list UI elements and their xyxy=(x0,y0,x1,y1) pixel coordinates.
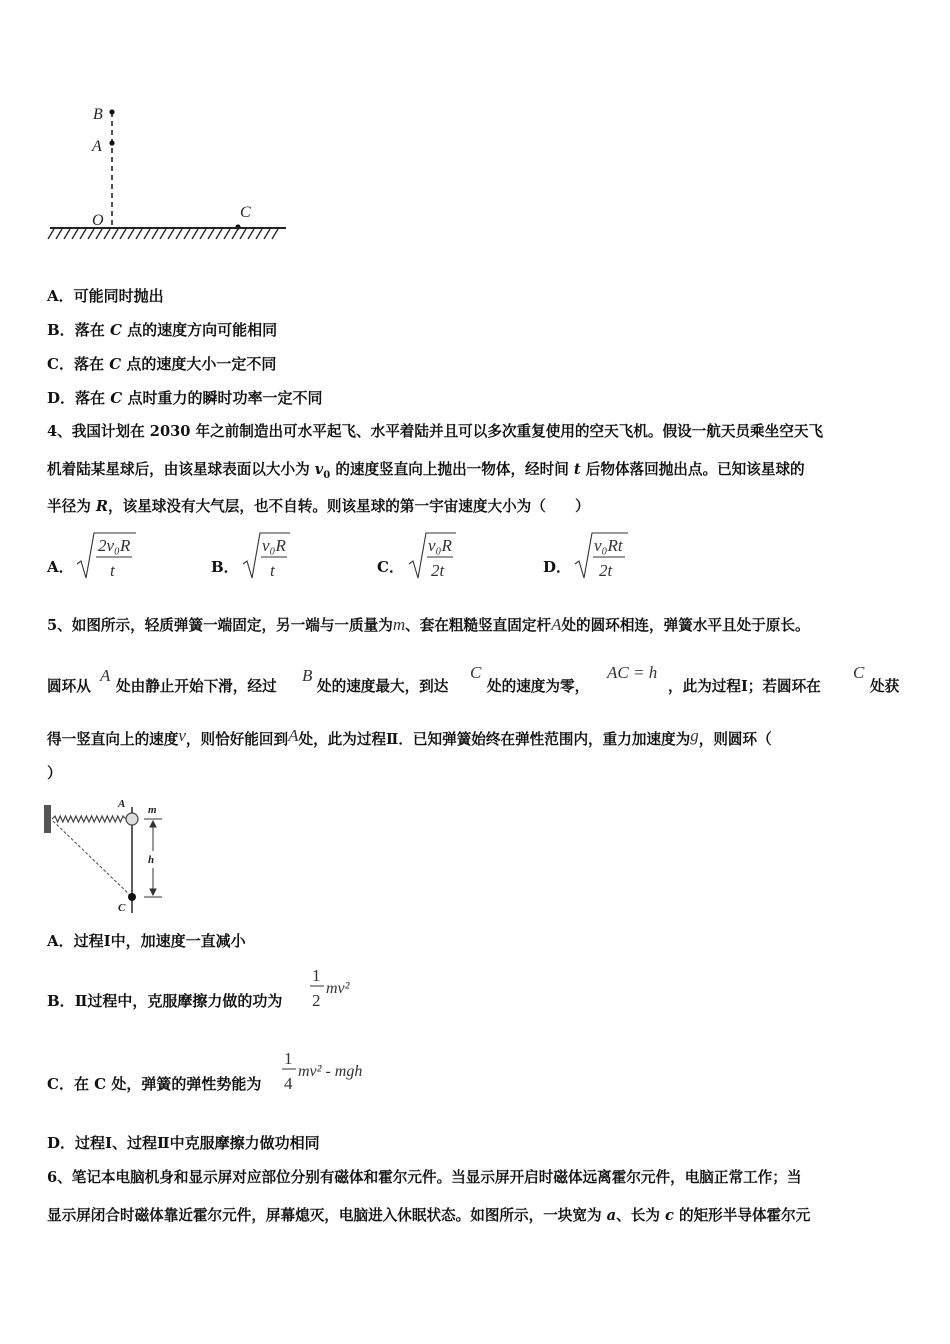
hatch-mark xyxy=(248,229,254,239)
option-letter: C． xyxy=(47,1075,74,1093)
numerator: 1 xyxy=(284,1049,293,1068)
variable-C: C xyxy=(109,355,122,373)
q4-option-c-letter: C． xyxy=(377,558,404,576)
denominator: t xyxy=(110,561,115,580)
option-text: 点的速度大小一定不同 xyxy=(126,355,277,373)
variable-A: A xyxy=(551,615,562,634)
variable-a: a xyxy=(606,1207,617,1224)
hatch-mark xyxy=(232,229,238,239)
label-C: C xyxy=(118,902,126,914)
option-letter: D． xyxy=(47,1134,76,1152)
variable-B: B xyxy=(302,666,313,685)
hatch-mark xyxy=(224,229,230,239)
variable-m: m xyxy=(392,615,406,634)
denominator: 2t xyxy=(599,561,613,580)
option-text: Ⅱ过程中，克服摩擦力做的功为 xyxy=(74,992,283,1010)
variable-v: v xyxy=(178,726,186,745)
q5-line-2d: 处的速度为零， xyxy=(487,678,590,695)
numerator: 1 xyxy=(312,966,321,985)
hatch-mark xyxy=(64,229,70,239)
option-letter: A． xyxy=(47,932,74,950)
denominator: t xyxy=(270,561,275,580)
text: ，则圆环（ xyxy=(698,731,772,748)
label-A: A xyxy=(92,138,102,155)
denominator: 2 xyxy=(312,991,321,1010)
hatch-mark xyxy=(216,229,222,239)
label-B: B xyxy=(93,106,103,123)
q4-option-a-letter: A． xyxy=(47,558,74,576)
q5-line-2e: ，此为过程Ⅰ；若圆环在 xyxy=(668,678,821,695)
variable-C: C xyxy=(470,663,482,682)
projectile-figure xyxy=(40,95,300,255)
equation-ac-h: AC = h xyxy=(607,663,658,682)
label-m: m xyxy=(148,804,157,816)
option-text: 落在 xyxy=(75,389,106,407)
q3-option-a xyxy=(47,286,164,306)
q6-line-2 xyxy=(47,1206,810,1226)
variable-C: C xyxy=(853,663,865,682)
q4-option-c-formula xyxy=(406,530,466,584)
option-text: 落在 xyxy=(74,321,105,339)
hatch-mark xyxy=(152,229,158,239)
q5-line-2b: 处由静止开始下滑，经过 xyxy=(116,678,277,695)
hatch-mark xyxy=(168,229,174,239)
text: 显示屏闭合时磁体靠近霍尔元件，屏幕熄灭，电脑进入休眠状态。如图所示，一块宽为 xyxy=(47,1207,607,1224)
label-C: C xyxy=(240,204,251,221)
q4-line-1: 4、我国计划在 2030 年之前制造出可水平起飞、水平着陆并且可以多次重复使用的空天飞机。假设一航天员乘坐空天飞 xyxy=(47,423,824,440)
q4-option-d-letter: D． xyxy=(543,558,572,576)
label-A: A xyxy=(118,798,126,810)
label-O: O xyxy=(92,212,104,229)
point-B xyxy=(109,109,114,114)
variable-v: v xyxy=(314,461,324,478)
q5-option-b-formula xyxy=(306,963,376,1013)
hatch-mark xyxy=(48,229,54,239)
hatch-mark xyxy=(144,229,150,239)
variable-c: c xyxy=(665,1207,674,1224)
hatch-mark xyxy=(192,229,198,239)
hatch-mark xyxy=(200,229,206,239)
hatch-mark xyxy=(272,229,278,239)
q5-line-3 xyxy=(47,726,772,750)
hatch-mark xyxy=(264,229,270,239)
hatch-mark xyxy=(136,229,142,239)
text: 机着陆某星球后，由该星球表面以大小为 xyxy=(47,461,315,478)
q3-option-b xyxy=(47,320,277,340)
q6-line-1: 6、笔记本电脑机身和显示屏对应部位分别有磁体和霍尔元件。当显示屏开启时磁体远离霍尔元件，电脑正常工作；当 xyxy=(47,1169,802,1186)
text: 处的圆环相连，弹簧水平且处于原长。 xyxy=(561,617,810,634)
q5-line-4: ） xyxy=(47,765,62,782)
option-text: 过程Ⅰ中，加速度一直减小 xyxy=(73,932,246,950)
q5-option-c-formula xyxy=(278,1046,398,1096)
numerator: v₀Rt xyxy=(594,536,623,555)
q4-option-b-formula xyxy=(240,530,300,584)
text: ，该星球没有大气层，也不自转。则该星球的第一宇宙速度大小为（ ） xyxy=(108,498,590,515)
hatch-mark xyxy=(256,229,262,239)
label-h: h xyxy=(148,854,155,866)
hatch-mark xyxy=(128,229,134,239)
numerator: v₀R xyxy=(428,536,452,555)
text: 、套在粗糙竖直固定杆 xyxy=(405,617,552,634)
option-text: 过程Ⅰ、过程Ⅱ中克服摩擦力做功相同 xyxy=(75,1134,320,1152)
dashed-diagonal xyxy=(53,821,132,897)
option-letter: C． xyxy=(47,355,74,373)
subscript: 0 xyxy=(323,469,331,481)
text: 、长为 xyxy=(616,1207,665,1224)
hatch-mark xyxy=(208,229,214,239)
text: 的速度竖直向上抛出一物体，经时间 xyxy=(330,461,574,478)
numerator: 2v₀R xyxy=(98,536,131,555)
q5-line-2f: 处获 xyxy=(870,678,900,695)
expression: mv² - mgh xyxy=(298,1063,363,1080)
variable-A: A xyxy=(288,726,299,745)
hatch-mark xyxy=(112,229,118,239)
text: 后物体落回抛出点。已知该星球的 xyxy=(580,461,805,478)
wall xyxy=(44,805,51,833)
q5-option-b xyxy=(47,991,282,1011)
text: 圆环从 xyxy=(47,678,91,695)
hatch-mark xyxy=(56,229,62,239)
variable-C: C xyxy=(110,389,123,407)
hatch-mark xyxy=(160,229,166,239)
point-A xyxy=(109,140,114,145)
text: 的矩形半导体霍尔元 xyxy=(673,1207,811,1224)
expression: mv² xyxy=(326,980,350,997)
spring-rod-figure xyxy=(40,795,180,920)
text: ，则恰好能回到 xyxy=(185,731,289,748)
text: 得一竖直向上的速度 xyxy=(47,731,179,748)
hatch-mark xyxy=(104,229,110,239)
option-text: 可能同时抛出 xyxy=(73,287,164,305)
ring-at-A xyxy=(126,813,138,825)
ground xyxy=(48,228,286,239)
option-text: 在 C 处，弹簧的弹性势能为 xyxy=(73,1075,262,1093)
q5-line-2c: 处的速度最大，到达 xyxy=(317,678,449,695)
variable-C: C xyxy=(109,321,122,339)
option-text: 点时重力的瞬时功率一定不同 xyxy=(127,389,323,407)
text: 半径为 xyxy=(47,498,96,515)
q5-option-c xyxy=(47,1074,261,1094)
hatch-mark xyxy=(176,229,182,239)
q3-option-c xyxy=(47,354,276,374)
q4-option-d-formula xyxy=(572,530,638,584)
numerator: v₀R xyxy=(262,536,286,555)
q5-line-1 xyxy=(47,615,810,636)
q5-option-a xyxy=(47,931,246,951)
variable-R: R xyxy=(95,498,109,515)
q5-line-2 xyxy=(47,677,91,697)
q4-option-a-formula xyxy=(74,530,144,584)
option-letter: A． xyxy=(47,287,74,305)
variable-A: A xyxy=(100,666,111,685)
q4-option-b-letter: B． xyxy=(211,558,239,576)
q3-option-d xyxy=(47,388,322,408)
option-text: 落在 xyxy=(73,355,104,373)
text: 5、如图所示，轻质弹簧一端固定，另一端与一质量为 xyxy=(47,617,393,634)
option-text: 点的速度方向可能相同 xyxy=(127,321,278,339)
variable-t: t xyxy=(573,461,581,478)
q4-line-2 xyxy=(47,460,805,486)
text: 处，此为过程Ⅱ．已知弹簧始终在弹性范围内，重力加速度为 xyxy=(298,731,691,748)
denominator: 2t xyxy=(431,561,445,580)
hatch-mark xyxy=(184,229,190,239)
hatch-mark xyxy=(96,229,102,239)
option-letter: B． xyxy=(47,992,75,1010)
hatch-mark xyxy=(72,229,78,239)
ring-at-C xyxy=(128,893,136,901)
option-letter: B． xyxy=(47,321,75,339)
q4-line-3 xyxy=(47,497,590,517)
hatch-mark xyxy=(80,229,86,239)
hatch-mark xyxy=(88,229,94,239)
hatch-mark xyxy=(120,229,126,239)
variable-g: g xyxy=(690,726,699,745)
q5-option-d xyxy=(47,1133,320,1153)
spring xyxy=(52,816,126,822)
option-letter: D． xyxy=(47,389,76,407)
denominator: 4 xyxy=(284,1074,293,1093)
hatch-mark xyxy=(240,229,246,239)
